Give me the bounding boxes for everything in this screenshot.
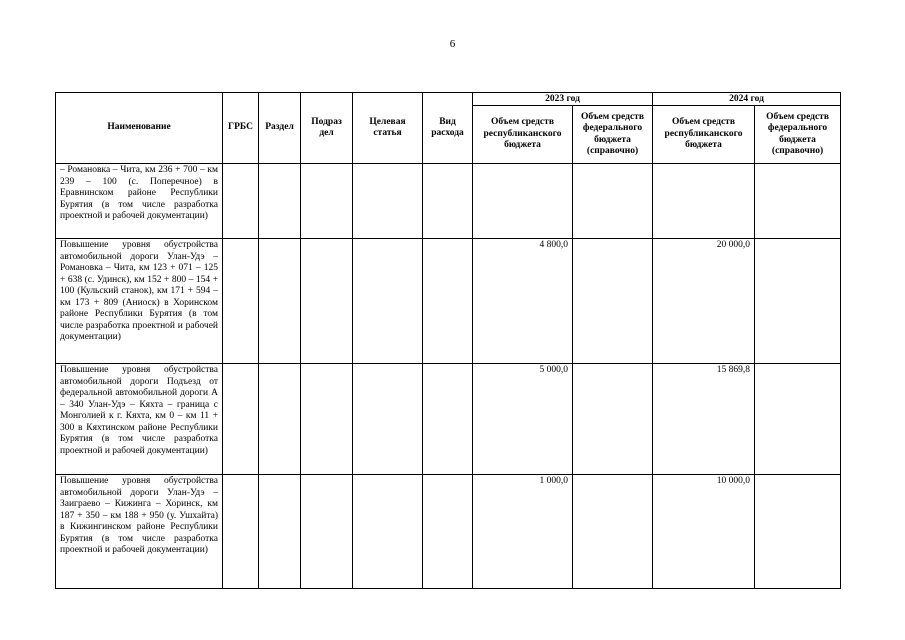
row-subsection [301,475,353,589]
row-grbs [223,475,259,589]
table-row [56,239,841,364]
row-expense-type [423,364,473,475]
row-name: Повышение уровня обустройства автомобильной дороги Подъезд от федеральной автомобильной дороги А – 340 Улан-Удэ – Кяхта – граница с Монголией к г. Кяхта, км 0 – км 11 + 300 в Кяхтинском районе Республики Бурятия (в том числе разработка проектной и рабочей документации) [56,364,223,475]
row-republican-2024: 20 000,0 [653,239,755,364]
row-section [259,164,301,239]
row-name: Повышение уровня обустройства автомобильной дороги Улан-Удэ – Романовка – Чита, км 123 + 071 – 125 + 638 (с. Удинск), км 152 + 800 – 154 + 100 (Кульский станок), км 171 + 594 – км 173 + 809 (Аниоск) в Хоринском районе Республики Бурятия (в том числе разработка проектной и рабочей документации) [56,239,223,364]
table-row [56,164,841,239]
row-name: – Романовка – Чита, км 236 + 700 – км 239 – 100 (с. Поперечное) в Еравнинском районе Республики Бурятия (в том числе разработка проектной и рабочей документации) [56,164,223,239]
header-subsection: Подраз дел [301,93,353,164]
header-federal-budget-2024: Объем средств федерального бюджета (справочно) [755,106,841,164]
row-subsection [301,164,353,239]
row-target-article [353,364,423,475]
page-number: 6 [449,38,456,50]
header-section: Раздел [259,93,301,164]
row-federal-2024 [755,164,841,239]
row-federal-2024 [755,475,841,589]
table-row [56,364,841,475]
row-expense-type [423,475,473,589]
header-federal-budget-2023: Объем средств федерального бюджета (справочно) [573,106,653,164]
budget-table [55,92,841,589]
row-expense-type [423,164,473,239]
row-federal-2024 [755,239,841,364]
row-subsection [301,239,353,364]
header-target-article: Целевая статья [353,93,423,164]
table-row [56,475,841,589]
header-expense-type: Вид расхода [423,93,473,164]
row-grbs [223,239,259,364]
row-republican-2024 [653,164,755,239]
row-section [259,239,301,364]
header-year-2023: 2023 год [473,93,653,106]
row-target-article [353,164,423,239]
row-republican-2024: 10 000,0 [653,475,755,589]
row-republican-2023: 1 000,0 [473,475,573,589]
header-republican-budget-2023: Объем средств республиканского бюджета [473,106,573,164]
row-section [259,364,301,475]
row-federal-2023 [573,364,653,475]
row-federal-2024 [755,364,841,475]
row-federal-2023 [573,164,653,239]
row-republican-2023: 5 000,0 [473,364,573,475]
header-name: Наименование [56,93,223,164]
row-target-article [353,239,423,364]
row-republican-2023 [473,164,573,239]
header-year-2024: 2024 год [653,93,841,106]
row-federal-2023 [573,475,653,589]
row-federal-2023 [573,239,653,364]
row-expense-type [423,239,473,364]
header-grbs: ГРБС [223,93,259,164]
row-subsection [301,364,353,475]
row-name: Повышение уровня обустройства автомобильной дороги Улан-Удэ – Заиграево – Кижинга – Хоринск, км 187 + 350 – км 188 + 950 (у. Ушхайта) в Кижингинском районе Республики Бурятия (в том числе разработка проектной и рабочей документации) [56,475,223,589]
row-republican-2023: 4 800,0 [473,239,573,364]
row-grbs [223,164,259,239]
row-target-article [353,475,423,589]
row-grbs [223,364,259,475]
row-section [259,475,301,589]
row-republican-2024: 15 869,8 [653,364,755,475]
header-republican-budget-2024: Объем средств республиканского бюджета [653,106,755,164]
